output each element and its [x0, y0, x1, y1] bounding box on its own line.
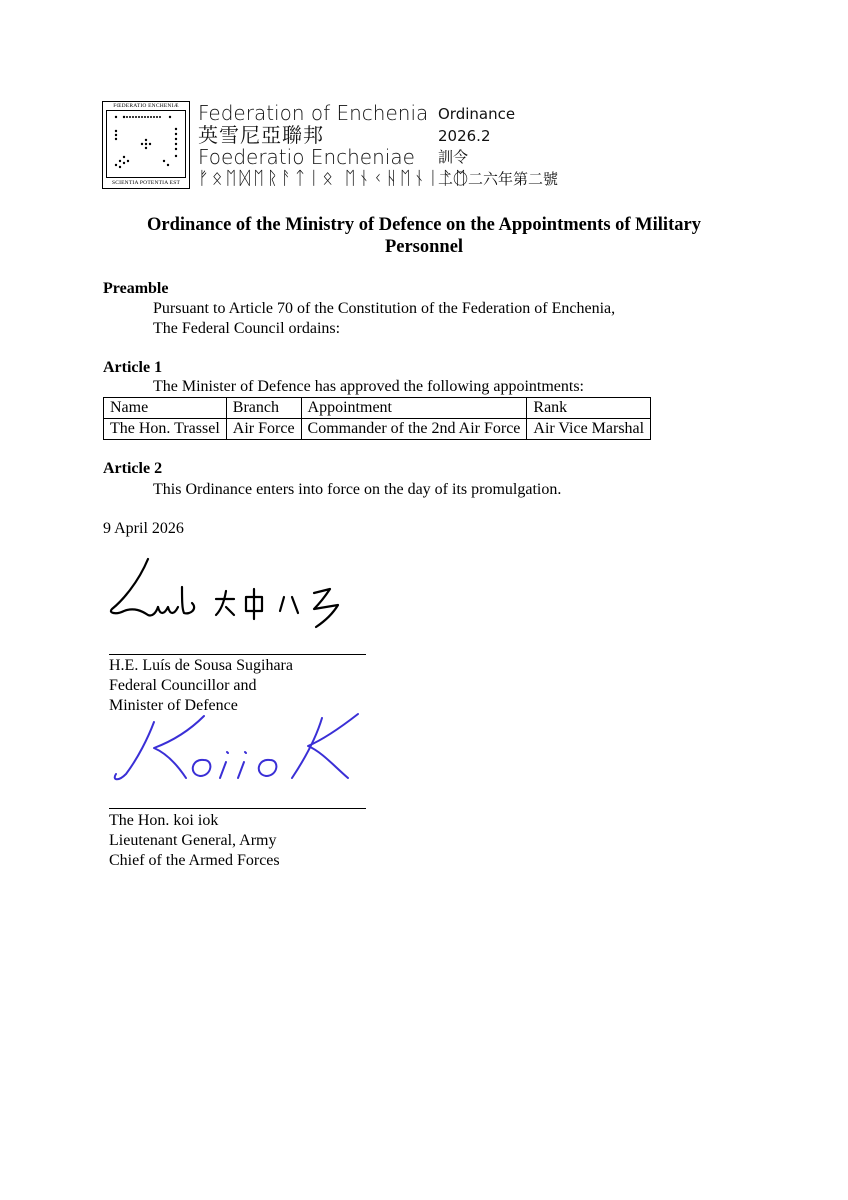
article-2-heading: Article 2	[103, 460, 163, 477]
federation-name-runic: ᚠᛟᛖᛞᛖᚱᚨᛏᛁᛟ ᛖᚾᚲᚺᛖᚾᛁᚨᛖ	[198, 168, 469, 189]
document-title	[100, 214, 748, 258]
cell-appointment: Commander of the 2nd Air Force	[301, 419, 527, 440]
federation-name-cjk: 英雪尼亞聯邦	[198, 123, 324, 147]
title-line-2: Personnel	[384, 237, 464, 257]
doc-number: 2026.2	[438, 126, 491, 145]
emblem-seal-icon	[102, 101, 190, 189]
appointments-table	[103, 397, 651, 440]
preamble-line-2: The Federal Council ordains:	[153, 320, 341, 337]
signatory-2-title-2: Chief of the Armed Forces	[109, 852, 280, 869]
doc-type: Ordinance	[438, 105, 516, 123]
ordinance-number-block	[438, 104, 558, 190]
table-row	[104, 419, 651, 440]
column-header-rank: Rank	[527, 398, 651, 419]
signature-minister-icon	[108, 553, 358, 645]
signatory-2-name: The Hon. koi iok	[109, 812, 219, 829]
cell-name: The Hon. Trassel	[104, 419, 227, 440]
column-header-branch: Branch	[226, 398, 301, 419]
signature-chief-icon	[108, 708, 368, 790]
promulgation-date: 9 April 2026	[103, 520, 184, 537]
federation-name-english: Federation of Enchenia	[198, 101, 429, 125]
table-header-row	[104, 398, 651, 419]
signatory-1-name: H.E. Luís de Sousa Sugihara	[109, 657, 293, 674]
article-1-text: The Minister of Defence has approved the following appointments:	[153, 378, 584, 395]
signature-line-1	[109, 654, 366, 655]
cell-branch: Air Force	[226, 419, 301, 440]
signatory-1-title-1: Federal Councillor and	[109, 677, 257, 694]
federation-name-latin: Foederatio Encheniae	[198, 145, 415, 169]
federation-emblem	[102, 101, 190, 189]
emblem-top-text: FŒDERATIO ENCHENIÆ	[113, 103, 179, 109]
article-2-text: This Ordinance enters into force on the day of its promulgation.	[153, 481, 562, 498]
emblem-bottom-text: SCIENTIA POTENTIA EST	[111, 180, 181, 186]
doc-number-cjk: 二〇二六年第二號	[438, 169, 559, 188]
column-header-name: Name	[104, 398, 227, 419]
signatory-1-title-2: Minister of Defence	[109, 697, 238, 714]
article-1-heading: Article 1	[103, 359, 163, 376]
title-line-1: Ordinance of the Ministry of Defence on the Appointments of Military	[147, 215, 701, 235]
cell-rank: Air Vice Marshal	[527, 419, 651, 440]
column-header-appointment: Appointment	[301, 398, 527, 419]
preamble-heading: Preamble	[103, 280, 169, 297]
doc-type-cjk: 訓令	[438, 148, 469, 166]
preamble-line-1: Pursuant to Article 70 of the Constitution of the Federation of Enchenia,	[153, 300, 616, 317]
signatory-2-title-1: Lieutenant General, Army	[109, 832, 277, 849]
signature-line-2	[109, 808, 366, 809]
federation-names	[198, 102, 469, 190]
